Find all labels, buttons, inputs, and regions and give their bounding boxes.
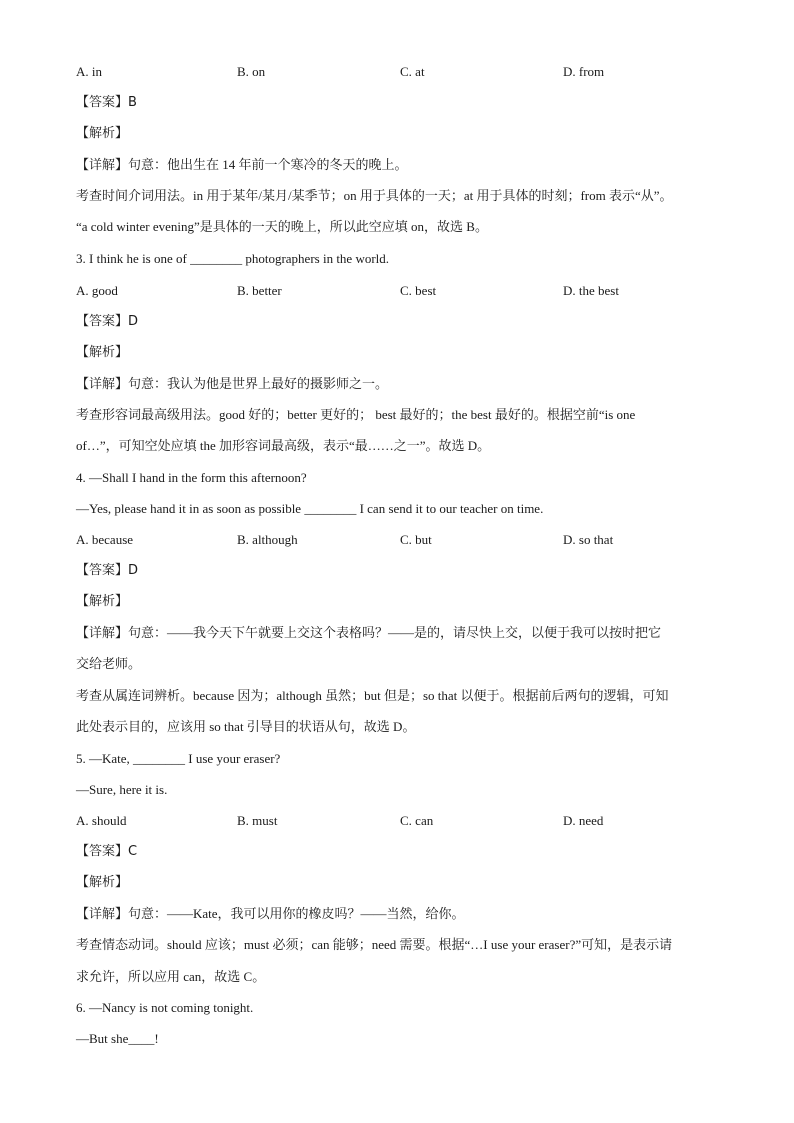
- option-d: D. from: [563, 64, 605, 79]
- option-c: C. but: [400, 532, 432, 547]
- option-b: B. better: [237, 283, 282, 298]
- option-a: A. good: [76, 283, 118, 298]
- q2-analysis-label: 【解析】: [76, 126, 129, 141]
- option-b: B. on: [237, 64, 266, 79]
- q3-explanation-line2: of…”，可知空处应填 the 加形容词最高级，表示“最……之一”。故选 D。: [76, 438, 491, 453]
- q5-answer: 【答案】C: [76, 844, 138, 859]
- option-d: D. the best: [563, 283, 619, 298]
- option-c: C. can: [400, 813, 434, 828]
- q3-options: [76, 282, 726, 300]
- q2-answer: 【答案】B: [76, 95, 137, 110]
- q3-answer: 【答案】D: [76, 314, 139, 329]
- q3-stem: 3. I think he is one of ________ photographers in the world.: [76, 251, 390, 266]
- q4-stem-line1: 4. —Shall I hand in the form this afternoon?: [76, 470, 307, 485]
- q4-detail-line1: 【详解】句意：——我今天下午就要上交这个表格吗？——是的，请尽快上交，以便于我可以按时把它: [76, 625, 662, 640]
- q3-detail: 【详解】句意：我认为他是世界上最好的摄影师之一。: [76, 376, 389, 391]
- option-c: C. best: [400, 283, 437, 298]
- q5-analysis-label: 【解析】: [76, 875, 129, 890]
- q5-stem-line2: —Sure, here it is.: [76, 782, 168, 797]
- q4-analysis-label: 【解析】: [76, 594, 129, 609]
- q4-detail-line2: 交给老师。: [76, 656, 142, 671]
- q4-explanation-line1: 考查从属连词辨析。because 因为；although 虽然；but 但是；so that 以便于。根据前后两句的逻辑，可知: [76, 688, 669, 703]
- q4-answer: 【答案】D: [76, 563, 139, 578]
- q6-stem-line2: —But she____!: [76, 1031, 159, 1046]
- q4-options: [76, 531, 726, 549]
- option-a: A. because: [76, 532, 134, 547]
- q3-analysis-label: 【解析】: [76, 345, 129, 360]
- q2-explanation-line1: 考查时间介词用法。in 用于某年/某月/某季节；on 用于具体的一天；at 用于具体的时刻；from 表示“从”。: [76, 188, 673, 203]
- option-b: B. although: [237, 532, 298, 547]
- q5-explanation-line1: 考查情态动词。should 应该；must 必须；can 能够；need 需要。根据“…I use your eraser?”可知，是表示请: [76, 937, 673, 952]
- q4-stem-line2: —Yes, please hand it in as soon as possible ________ I can send it to our teacher on time.: [76, 501, 544, 516]
- q2-explanation-line2: “a cold winter evening”是具体的一天的晚上，所以此空应填 on，故选 B。: [76, 219, 488, 234]
- q4-explanation-line2: 此处表示目的，应该用 so that 引导目的状语从句，故选 D。: [76, 719, 416, 734]
- q5-stem-line1: 5. —Kate, ________ I use your eraser?: [76, 751, 281, 766]
- option-c: C. at: [400, 64, 425, 79]
- q5-detail: 【详解】句意：——Kate，我可以用你的橡皮吗？——当然，给你。: [76, 906, 465, 921]
- q3-explanation-line1: 考查形容词最高级用法。good 好的；better 更好的； best 最好的；the best 最好的。根据空前“is one: [76, 407, 636, 422]
- q2-options: [76, 63, 726, 81]
- option-a: A. in: [76, 64, 102, 79]
- q5-options: [76, 812, 726, 830]
- option-d: D. so that: [563, 532, 614, 547]
- q2-detail: 【详解】句意：他出生在 14 年前一个寒冷的冬天的晚上。: [76, 157, 408, 172]
- q6-stem-line1: 6. —Nancy is not coming tonight.: [76, 1000, 254, 1015]
- q5-explanation-line2: 求允许，所以应用 can，故选 C。: [76, 969, 266, 984]
- option-d: D. need: [563, 813, 604, 828]
- option-a: A. should: [76, 813, 127, 828]
- option-b: B. must: [237, 813, 278, 828]
